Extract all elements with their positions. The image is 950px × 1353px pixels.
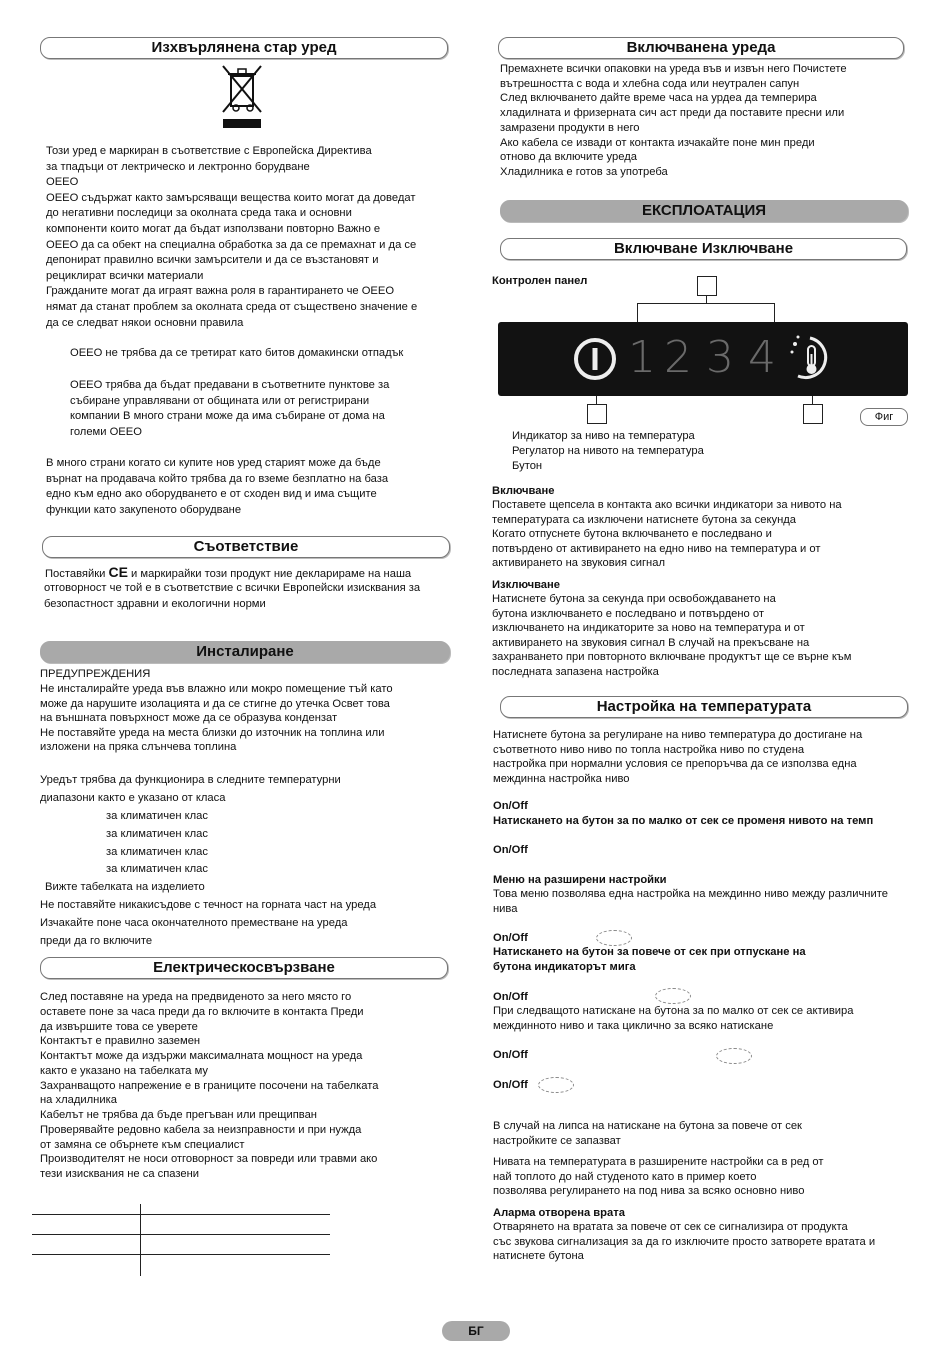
text-line: Гражданите могат да играят важна роля в гарантирането че ОЕЕО xyxy=(46,285,395,298)
conformity-heading: Съответствие xyxy=(42,536,450,558)
text-line: Индикатор за ниво на температура xyxy=(512,430,695,442)
text-line: Проверявайте редовно кабела за неизправности и при нужда xyxy=(40,1123,362,1136)
text-line: рециклират всички материали xyxy=(46,269,204,282)
figure-label-text: Фиг xyxy=(874,411,894,423)
text-line: В много страни когато си купите нов уред старият може да бъде xyxy=(46,457,381,469)
figure-label xyxy=(860,408,908,426)
power-on-heading: Включванена уреда xyxy=(498,37,904,59)
onoff-label-3: On/Off xyxy=(493,932,528,944)
text-line: При следващото натискане на бутона за по малко от сек се активира xyxy=(493,1005,854,1017)
page-language-label: БГ xyxy=(468,1324,484,1338)
text-line: В случай на липса на натискане на бутона за повече от сек xyxy=(493,1120,802,1132)
text-line: Хладилника е готов за употреба xyxy=(500,165,668,178)
text-line: Уредът трябва да функционира в следните температурни xyxy=(40,774,341,786)
text-line: да се следват някои основни правила xyxy=(46,316,244,329)
leader-bottom-left xyxy=(596,396,597,404)
press-short-text: Натискането на бутон за по малко от сек се променя нивото на темп xyxy=(493,815,874,827)
text-line: със звукова сигнализация за да го изключите просто затворете вратата и xyxy=(493,1235,876,1248)
callout-box-bottom-right xyxy=(803,404,823,424)
text-line: Поставете щепсела в контакта ако всички индикатори за нивото на xyxy=(492,499,842,511)
text-line: отговорност че той е в съответствие с всички Европейски изисквания за xyxy=(44,582,421,594)
conformity-rest: и маркирайки този продукт ние декларираме на наша xyxy=(131,568,412,580)
text-line: изключването на индикаторите за ново на температура и от xyxy=(492,622,805,635)
text-line: големи ОЕЕО xyxy=(70,425,142,438)
text-line: Бутон xyxy=(512,460,543,472)
text-line: едно към едно ако оборудването е от сходен вид и има същите xyxy=(46,488,377,501)
level-4-indicator: 4 xyxy=(748,332,776,383)
on-off-heading: Включване Изключване xyxy=(500,238,907,260)
text-line: След включването дайте време часа на урдеа да темперира xyxy=(500,92,817,105)
text-line: депонират правилно всички замърсители и да се възстановят и xyxy=(46,254,379,267)
text-line: за климатичен клас xyxy=(106,845,208,858)
text-line: Натиснете бутона за секунда при освобождаването на xyxy=(492,593,776,605)
text-line: бутона изключването е последвано и потвърдено от xyxy=(492,607,764,620)
text-line: диапазони както е указано от класа xyxy=(40,792,226,804)
text-line: Натискането на бутон за повече от сек при отпускане на xyxy=(493,946,806,958)
text-line: Контактът може да издържи максималната мощност на уреда xyxy=(40,1050,363,1062)
text-line: на хладилника xyxy=(40,1094,117,1107)
text-line: Отварянето на вратата за повече от сек се сигнализира от продукта xyxy=(493,1221,848,1233)
text-line: Не инсталирайте уреда във влажно или мокро помещение тъй като xyxy=(40,683,393,695)
leader-vertical-top xyxy=(706,295,707,303)
text-line: ОЕЕО да са обект на специална обработка за да се премахнат и да се xyxy=(46,238,417,251)
crossed-bin-icon xyxy=(219,62,265,132)
text-line: от замяна се обърнете към специалист xyxy=(40,1138,245,1151)
text-line: Регулатор на нивото на температура xyxy=(512,445,704,457)
onoff-label-4: On/Off xyxy=(493,991,528,1003)
text-line: може да нарушите изолацията и да се стигне до утечка Освет това xyxy=(40,697,390,710)
conformity-lead: Поставяйки xyxy=(45,568,106,580)
text-line: Контактът е правилно заземен xyxy=(40,1035,201,1048)
text-line: активирането на звуковия сигнал xyxy=(492,557,665,569)
text-line: Нивата на температурата в разширените настройки са в ред от xyxy=(493,1156,824,1168)
label-note: Вижте табелката на изделието xyxy=(45,881,205,893)
text-line: компоненти които могат да бъдат използвани повторно Важно е xyxy=(46,223,381,235)
blink-burst-icon-1 xyxy=(596,930,632,946)
table-divider xyxy=(140,1204,141,1276)
text-line: Ако кабела се извади от контакта изчакайте поне мин преди xyxy=(500,136,815,149)
text-line: междинното ниво и така циклично за всяко натискане xyxy=(493,1019,774,1032)
page-language-tab xyxy=(442,1321,510,1341)
text-line: компании В много страни може да има събиране от дома на xyxy=(70,410,385,423)
switch-off-label: Изключване xyxy=(492,579,560,591)
text-line: за климатичен клас xyxy=(106,863,208,876)
text-line: съответното ниво ниво по топла настройка ниво по студена xyxy=(493,743,805,756)
text-line: функции като закупеното оборудване xyxy=(46,503,242,516)
text-line: за климатичен клас xyxy=(106,810,208,822)
control-panel-label: Контролен панел xyxy=(492,275,588,287)
text-line: за климатичен клас xyxy=(106,827,208,840)
text-line: безопастност здравни и екологични норми xyxy=(44,597,266,610)
text-line: хладилната и фризерната сич аст преди да поставите пресни или xyxy=(500,107,845,120)
text-line: ОЕЕО трябва да бъдат предавани в съответните пунктове за xyxy=(70,379,390,391)
level-3-indicator: 3 xyxy=(706,332,734,383)
blink-burst-icon-4 xyxy=(538,1077,574,1093)
text-line: оставете поне за часа преди да го включите в контакта Преди xyxy=(40,1005,364,1018)
text-line: активирането на звуковия сигнал В случай на прекъсване на xyxy=(492,636,810,649)
text-line: настройка при нормални условия се препоръчва да се използва една xyxy=(493,758,857,771)
switch-on-label: Включване xyxy=(492,485,555,497)
text-line: захранването при повторното включване продуктът ще се върне към xyxy=(492,651,852,664)
text-line: до негативни последици за околната среда така и основни xyxy=(46,207,352,220)
text-line: за тпадъци от лектрическо и лектронно борудване xyxy=(46,160,310,173)
text-line: върнат на продавача който трябва да го вземе безплатно на база xyxy=(46,472,389,485)
text-line: замразени продукти в него xyxy=(500,121,640,134)
text-line: междинна настройка ниво xyxy=(493,772,630,785)
text-line: бутона индикаторът мига xyxy=(493,960,636,973)
text-line: отново да включите уреда xyxy=(500,151,637,164)
callout-box-bottom-left xyxy=(587,404,607,424)
text-line: Не поставяйте уреда на места близки до източник на топлина или xyxy=(40,726,385,739)
ce-mark-icon: CE xyxy=(108,564,128,580)
text-line: вътрешността с вода и хлебна сода или неутрален сапун xyxy=(500,77,800,90)
conformity-line-1 xyxy=(45,565,411,582)
text-line: нямат да станат проблем за околната среда от съществено значение е xyxy=(46,301,418,313)
text-line: Кабелът не трябва да бъде прегъван или прещипван xyxy=(40,1109,317,1121)
door-alarm-label: Аларма отворена врата xyxy=(493,1207,625,1219)
blink-burst-icon-2 xyxy=(655,988,691,1004)
text-line: събиране управлявани от общината или от регистрирани xyxy=(70,394,370,407)
thermometer-icon xyxy=(788,332,834,386)
operation-heading: ЕКСПЛОАТАЦИЯ xyxy=(500,200,908,222)
text-line: След поставяне на уреда на предвиденото за него място го xyxy=(40,991,352,1003)
temperature-button[interactable] xyxy=(788,332,834,386)
disposal-heading: Изхвърлянена стар уред xyxy=(40,37,448,59)
onoff-label-5: On/Off xyxy=(493,1049,528,1061)
leader-right-drop xyxy=(774,303,775,322)
text-line: натиснете бутона xyxy=(493,1250,584,1263)
text-line: ОЕЕО xyxy=(46,176,79,189)
text-line: преди да го включите xyxy=(40,935,153,947)
text-line: Това меню позволява една настройка на междинно ниво между различните xyxy=(493,888,888,900)
text-line: на външната повърхност може да се образува кондензат xyxy=(40,712,338,725)
text-line: температурата са изключени натиснете бутона за секунда xyxy=(492,513,796,526)
installation-heading: Инсталиране xyxy=(40,641,450,663)
blink-burst-icon-3 xyxy=(716,1048,752,1064)
text-line: Натиснете бутона за регулиране на ниво температура до достигане на xyxy=(493,729,863,741)
text-line: Производителят не носи отговорност за повреди или травми ако xyxy=(40,1153,378,1166)
text-line: Захранващото напрежение е в границите посочени на табелката xyxy=(40,1079,379,1092)
text-line: както е указано на табелката му xyxy=(40,1064,208,1077)
text-line: Премахнете всички опаковки на уреда във и извън него Почистете xyxy=(500,63,847,75)
text-line: позволява регулирането на под нива за всяко основно ниво xyxy=(493,1185,805,1198)
text-line: последната запазена настройка xyxy=(492,666,659,678)
text-line: настройките се запазват xyxy=(493,1134,621,1147)
onoff-label-6: On/Off xyxy=(493,1079,528,1091)
leader-bottom-right xyxy=(812,396,813,404)
level-1-indicator: 1 xyxy=(628,332,656,383)
text-line: да извършите това се уверете xyxy=(40,1020,198,1033)
power-button[interactable] xyxy=(572,336,618,382)
text-line: тези изисквания не са спазени xyxy=(40,1168,200,1180)
table-line-mid xyxy=(32,1234,330,1235)
control-panel xyxy=(498,322,908,396)
level-2-indicator: 2 xyxy=(664,332,692,383)
callout-box-top xyxy=(697,276,717,296)
advanced-menu-label: Меню на разширени настройки xyxy=(493,874,667,886)
leader-horizontal xyxy=(637,303,775,304)
text-line: потвърдено от активирането на едно ниво на температура и от xyxy=(492,542,821,555)
text-line: изложени на пряка слънчева топлина xyxy=(40,741,237,754)
onoff-label-2: On/Off xyxy=(493,844,528,856)
text-line: Не поставяйте никакисъдове с течност на горната част на уреда xyxy=(40,899,377,911)
disposal-rule-1: ОЕЕО не трябва да се третират като битов домакински отпадък xyxy=(70,347,404,359)
warnings-label: ПРЕДУПРЕЖДЕНИЯ xyxy=(40,668,151,680)
text-line: ОЕЕО съдържат както замърсяващи вещества които могат да доведат xyxy=(46,191,416,204)
temperature-heading: Настройка на температурата xyxy=(500,696,908,718)
leader-left-drop xyxy=(637,303,638,322)
text-line: най топлото до най студеното като в пример което xyxy=(493,1170,757,1183)
text-line: Този уред е маркиран в съответствие с Европейска Директива xyxy=(46,145,372,157)
text-line: Когато отпуснете бутона включването е последвано и xyxy=(492,528,772,540)
onoff-label-1: On/Off xyxy=(493,800,528,812)
power-icon xyxy=(572,336,618,382)
text-line: нива xyxy=(493,902,518,915)
table-line-top xyxy=(32,1214,330,1215)
text-line: Изчакайте поне часа окончателното преместване на уреда xyxy=(40,917,348,929)
table-line-low xyxy=(32,1254,330,1255)
electrical-heading: Електрическосвързване xyxy=(40,957,448,979)
